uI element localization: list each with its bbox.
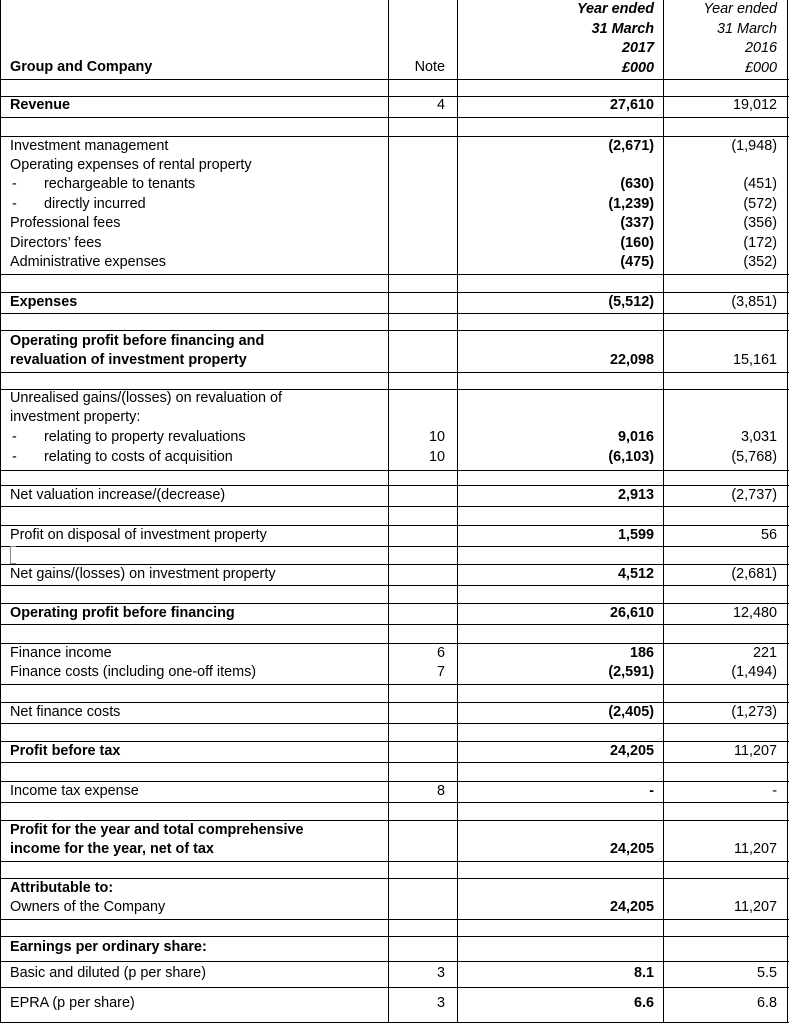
row-label: Directors’ fees [10,235,102,251]
value-2017: 24,205 [609,841,654,857]
value-2017: 2,913 [617,487,654,503]
value-2017: (1,239) [608,196,654,212]
row-label: investment property: [10,409,141,425]
value-2016: 3,031 [740,429,777,445]
row-divider [0,506,789,507]
row-label: Unrealised gains/(losses) on revaluation of [10,390,282,406]
value-2016: 12,480 [732,605,777,621]
row-note: 10 [428,429,445,445]
value-2017: 1,599 [617,527,654,543]
value-2017: (2,405) [608,704,654,720]
value-2016: (2,737) [731,487,777,503]
row-label: Finance income [10,645,112,661]
value-2016: 15,161 [732,352,777,368]
value-2016: (5,768) [731,449,777,465]
bullet-dash: - [12,196,17,212]
header-2017-line: £000 [621,59,654,76]
row-label: relating to costs of acquisition [44,449,233,465]
value-2016: 11,207 [734,841,777,857]
row-label: Operating expenses of rental property [10,157,252,173]
value-2017: 6.6 [633,995,654,1011]
row-divider [0,546,789,547]
row-divider [0,987,789,988]
row-label: Profit for the year and total comprehensive [10,822,304,838]
row-note: 3 [436,965,445,981]
value-2017: 22,098 [609,352,654,368]
header-2017-line: Year ended [576,1,654,17]
row-label: Operating profit before financing and [10,333,265,349]
header-2016-line: Year ended [703,1,777,17]
value-2017: 24,205 [609,899,654,915]
column-divider [457,0,458,1023]
cell-selection-marker [10,546,16,564]
row-label: Net valuation increase/(decrease) [10,487,226,503]
value-2017: (475) [620,254,654,270]
row-divider [0,470,789,471]
value-2016: (3,851) [731,294,777,310]
row-label: directly incurred [44,196,146,212]
row-label: Expenses [10,294,78,310]
value-2016: 6.8 [756,995,777,1011]
header-2016-line: 2016 [744,40,777,56]
row-label: income for the year, net of tax [10,841,214,857]
value-2016: (352) [743,254,777,270]
value-2016: (572) [743,196,777,212]
value-2017: 24,205 [609,743,654,759]
value-2016: (1,494) [731,664,777,680]
header-group-label: Group and Company [10,59,153,75]
header-year-2017 [461,0,654,78]
row-label: Profit on disposal of investment property [10,527,267,543]
header-2017-line: 2017 [621,40,654,56]
row-label: Revenue [10,97,70,113]
header-2016-line: 31 March [717,20,777,37]
row-label: revaluation of investment property [10,352,247,368]
row-label: rechargeable to tenants [44,176,196,192]
value-2017: (5,512) [608,294,654,310]
row-label: Finance costs (including one-off items) [10,664,257,680]
row-label: Administrative expenses [10,254,166,270]
row-divider [0,313,789,314]
value-2017: 8.1 [633,965,654,981]
row-note: 8 [436,783,445,799]
value-2016: (451) [743,176,777,192]
value-2017: 9,016 [617,429,654,445]
value-2016: 11,207 [734,899,777,915]
value-2017: 186 [629,645,654,661]
row-divider [0,723,789,724]
bullet-dash: - [12,449,17,465]
row-divider [0,762,789,763]
row-divider [0,802,789,803]
header-note: Note [414,59,445,75]
row-divider [0,878,789,879]
value-2016: (1,948) [731,138,777,154]
row-label: Net gains/(losses) on investment property [10,566,276,582]
bullet-dash: - [12,176,17,192]
row-divider [0,330,789,331]
column-divider [388,0,389,1023]
value-2017: 26,610 [609,605,654,621]
row-note: 4 [436,97,445,113]
value-2016: 19,012 [732,97,777,113]
value-2017: (2,591) [608,664,654,680]
row-label: Net finance costs [10,704,121,720]
value-2017: (6,103) [608,449,654,465]
value-2016: (1,273) [731,704,777,720]
row-note: 3 [436,995,445,1011]
value-2016: - [772,783,777,799]
value-2017: (630) [620,176,654,192]
row-divider [0,1022,789,1023]
row-note: 10 [428,449,445,465]
value-2017: 27,610 [609,97,654,113]
row-divider [0,372,789,373]
row-label: Owners of the Company [10,899,166,915]
row-label: Income tax expense [10,783,139,799]
value-2017: (337) [620,215,654,231]
row-note: 6 [436,645,445,661]
value-2016: 11,207 [734,743,777,759]
value-2017: - [649,783,654,799]
row-divider [0,79,789,80]
row-divider [0,961,789,962]
row-label: Attributable to: [10,880,114,896]
row-label: Investment management [10,138,169,154]
row-divider [0,274,789,275]
row-label: EPRA (p per share) [10,995,135,1011]
row-label: Profit before tax [10,743,121,759]
row-label: Earnings per ordinary share: [10,939,207,955]
value-2016: (356) [743,215,777,231]
value-2016: 221 [752,645,777,661]
header-year-2016 [667,0,777,78]
value-2016: 56 [760,527,777,543]
row-label: Operating profit before financing [10,605,235,621]
value-2017: (160) [620,235,654,251]
value-2016: (172) [743,235,777,251]
bullet-dash: - [12,429,17,445]
row-divider [0,936,789,937]
row-label: relating to property revaluations [44,429,246,445]
row-divider [0,117,789,118]
row-divider [0,919,789,920]
row-divider [0,684,789,685]
column-divider [663,0,664,1023]
value-2016: (2,681) [731,566,777,582]
header-2017-line: 31 March [591,20,654,37]
row-label: Basic and diluted (p per share) [10,965,206,981]
row-divider [0,624,789,625]
value-2017: (2,671) [608,138,654,154]
value-2017: 4,512 [617,566,654,582]
row-divider [0,861,789,862]
row-label: Professional fees [10,215,121,231]
row-note: 7 [436,664,445,680]
value-2016: 5.5 [756,965,777,981]
header-2016-line: £000 [744,59,777,76]
row-divider [0,585,789,586]
